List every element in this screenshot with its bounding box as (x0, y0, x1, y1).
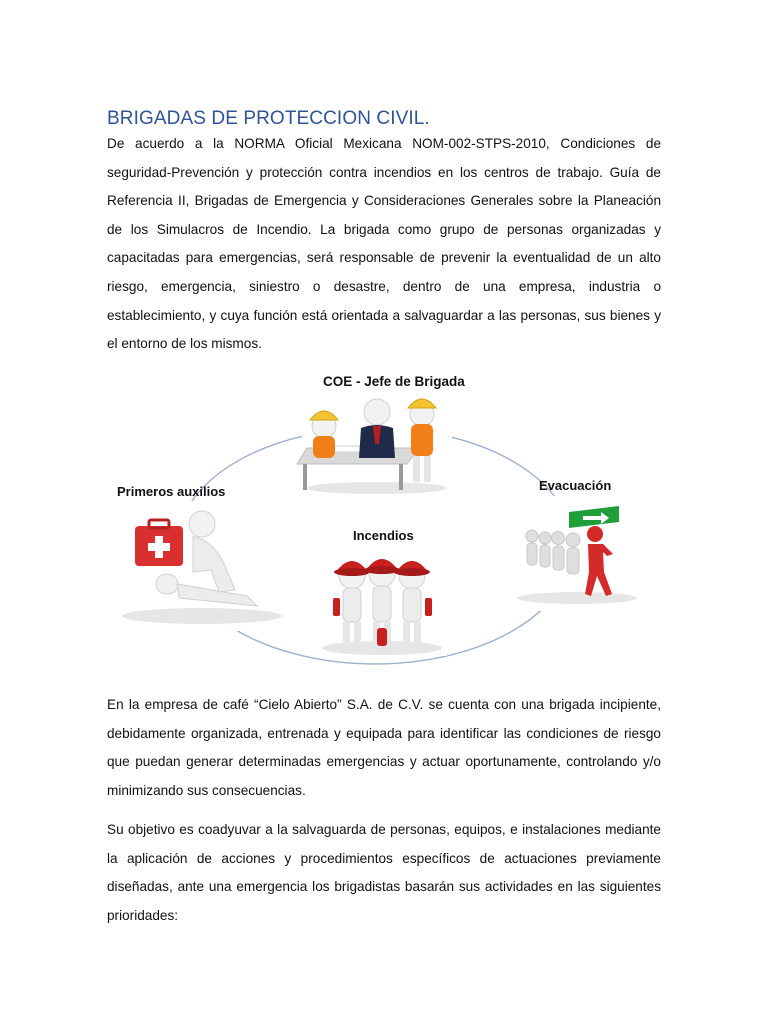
objective-paragraph: Su objetivo es coadyuvar a la salvaguarda de personas, equipos, e instalaciones mediante la aplicación de acciones y procedimientos específicos de actuaciones previamente diseñadas, ante una emergencia los brigadistas basarán sus actividades en las siguientes prioridades: (107, 822, 661, 923)
coe-label: COE - Jefe de Brigada (323, 374, 465, 389)
brigade-diagram (107, 366, 649, 672)
evacuation-label: Evacuación (539, 478, 612, 493)
page-title: BRIGADAS DE PROTECCION CIVIL. (107, 108, 430, 129)
first-aid-label: Primeros auxilios (117, 484, 226, 499)
fires-label: Incendios (353, 528, 414, 543)
intro-paragraph: De acuerdo a la NORMA Oficial Mexicana NOM-002-STPS-2010, Condiciones de seguridad-Prevención y protección contra incendios en los centros de trabajo. Guía de Referencia II, Brigadas de Emergencia y Consideraciones Generales sobre la Planeación de los Simulacros de Incendio. La brigada como grupo de personas organizadas y capacitadas para emergencias, será responsable de prevenir la eventualidad de un alto riesgo, emergencia, siniestro o desastre, dentro de una empresa, industria o establecimiento, y cuya función está orientada a salvaguardar a las personas, sus bienes y el entorno de los mismos. (107, 136, 661, 352)
company-brigade-paragraph: En la empresa de café “Cielo Abierto” S.A. de C.V. se cuenta con una brigada incipiente, debidamente organizada, entrenada y equipada para identificar las condiciones de riesgo que puedan generar determinadas emergencias y actuar oportunamente, controlando y/o minimizando sus consecuencias. (107, 697, 661, 798)
